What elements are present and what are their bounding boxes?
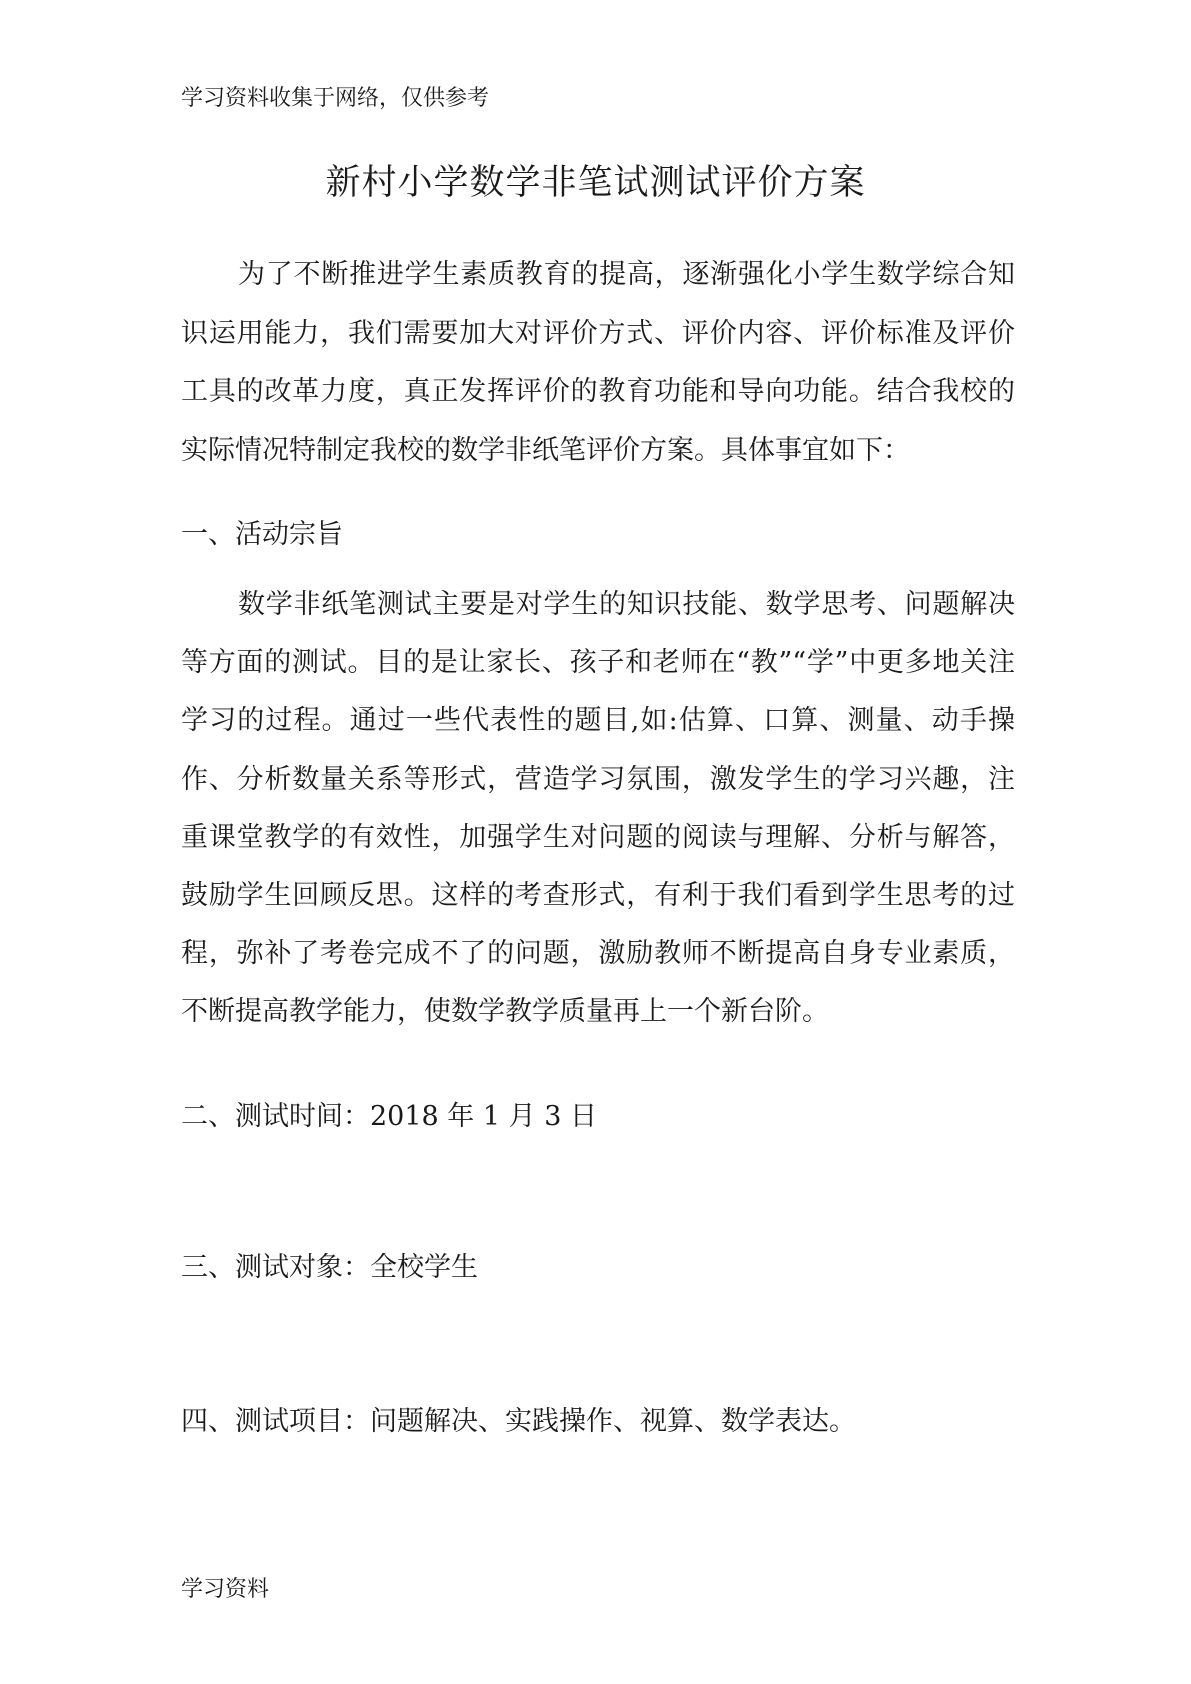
section-heading-time: 二、测试时间：2018 年 1 月 3 日 [181,1101,597,1132]
section-heading-purpose: 一、活动宗旨 [181,519,343,550]
footer-note: 学习资料 [181,1577,270,1602]
section-heading-target: 三、测试对象：全校学生 [181,1252,478,1283]
section-body-purpose: 数学非纸笔测试主要是对学生的知识技能、数学思考、问题解决等方面的测试。目的是让家长、孩子和老师在“教”“学”中更多地关注学习的过程。通过一些代表性的题目,如:估算、口算、测量、动手操作、分析数量关系等形式，营造学习氛围，激发学生的学习兴趣，注重课堂教学的有效性，加强学生对问题的阅读与理解、分析与解答，鼓励学生回顾反思。这样的考查形式，有利于我们看到学生思考的过程，弥补了考卷完成不了的问题，激励教师不断提高自身专业素质，不断提高教学能力，使数学教学质量再上一个新台阶。 [181,589,1015,1028]
document-title: 新村小学数学非笔试测试评价方案 [325,163,866,203]
section-heading-items: 四、测试项目：问题解决、实践操作、视算、数学表达。 [181,1406,856,1437]
header-note: 学习资料收集于网络，仅供参考 [181,86,490,111]
intro-paragraph: 为了不断推进学生素质教育的提高，逐渐强化小学生数学综合知识运用能力，我们需要加大对评价方式、评价内容、评价标准及评价工具的改革力度，真正发挥评价的教育功能和导向功能。结合我校的实际情况特制定我校的数学非纸笔评价方案。具体事宜如下： [181,259,1015,466]
